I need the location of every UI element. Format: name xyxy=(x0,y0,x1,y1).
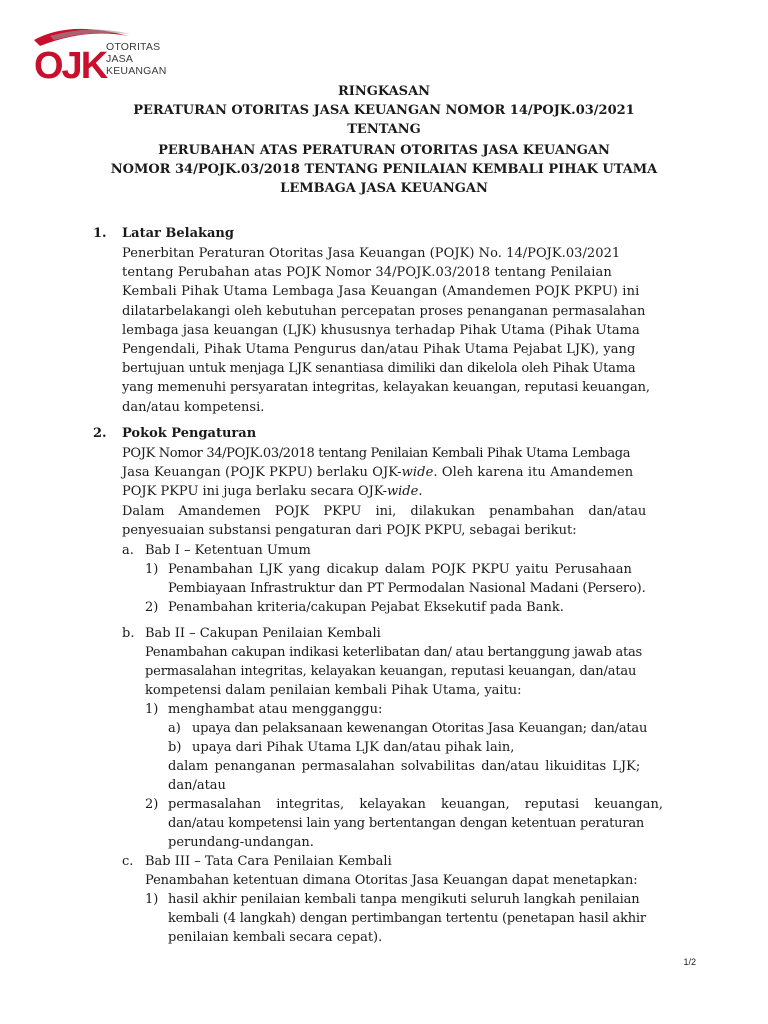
logo-line2: JASA xyxy=(106,53,134,65)
title-line: RINGKASAN xyxy=(337,84,431,99)
body-line: lembaga jasa keuangan (LJK) khususnya terhadap Pihak Utama (Pihak Utama xyxy=(122,322,640,338)
section-1-number: 1. xyxy=(93,226,107,241)
logo-line3: KEUANGAN xyxy=(106,65,167,77)
item-a-1-number: 1) xyxy=(145,562,159,577)
title-line: NOMOR 34/POJK.03/2018 TENTANG PENILAIAN KEMBALI PIHAK UTAMA xyxy=(110,162,658,177)
logo-line1: OTORITAS xyxy=(106,41,161,53)
item-a-label: a. xyxy=(122,543,134,558)
text-run: . Oleh karena itu Amandemen xyxy=(433,465,634,481)
body-line: dan/atau xyxy=(168,778,226,794)
body-line: permasalahan integritas, kelayakan keuangan, reputasi keuangan, xyxy=(168,797,663,812)
item-b-label: b. xyxy=(122,626,135,641)
item-a-2-number: 2) xyxy=(145,600,159,615)
title-line: PERUBAHAN ATAS PERATURAN OTORITAS JASA KEUANGAN xyxy=(158,143,610,158)
body-line: dilatarbelakangi oleh kebutuhan percepatan proses penanganan permasalahan xyxy=(122,303,646,319)
item-c-1-text xyxy=(168,890,692,948)
title-line: LEMBAGA JASA KEUANGAN xyxy=(280,181,488,196)
text-italic: wide xyxy=(387,484,419,500)
section-1-heading: Latar Belakang xyxy=(122,226,234,241)
section-2-heading: Pokok Pengaturan xyxy=(122,426,257,441)
body-line: Pembiayaan Infrastruktur dan PT Permodalan Nasional Madani (Persero). xyxy=(168,581,646,597)
item-b-2-number: 2) xyxy=(145,797,159,812)
item-b-1b-text: upaya dari Pihak Utama LJK dan/atau pihak lain, xyxy=(192,740,515,755)
item-b-1-number: 1) xyxy=(145,702,159,717)
body-line: Kembali Pihak Utama Lembaga Jasa Keuangan (Amandemen POJK PKPU) ini xyxy=(122,284,640,300)
item-b-1b-number: b) xyxy=(168,740,182,755)
item-a-title: Bab I – Ketentuan Umum xyxy=(145,543,311,558)
item-a-1-text xyxy=(168,560,692,598)
item-b-title: Bab II – Cakupan Penilaian Kembali xyxy=(145,626,381,641)
item-b-1a-text: upaya dan pelaksanaan kewenangan Otoritas Jasa Keuangan; dan/atau xyxy=(192,721,648,736)
body-line: dan/atau kompetensi. xyxy=(122,399,265,415)
body-line: perundang-undangan. xyxy=(168,835,314,851)
item-c-intro: Penambahan ketentuan dimana Otoritas Jasa Keuangan dapat menetapkan: xyxy=(145,873,638,888)
section-1-body xyxy=(122,244,692,417)
body-line: hasil akhir penilaian kembali tanpa mengikuti seluruh langkah penilaian xyxy=(168,892,640,907)
item-a-2-text: Penambahan kriteria/cakupan Pejabat Eksekutif pada Bank. xyxy=(168,600,564,615)
section-2-number: 2. xyxy=(93,426,107,441)
body-line: penilaian kembali secara cepat). xyxy=(168,930,383,946)
body-line: kembali (4 langkah) dengan pertimbangan tertentu (penetapan hasil akhir xyxy=(168,911,646,927)
item-b-intro xyxy=(145,643,692,701)
text-run: . xyxy=(418,484,423,500)
text-italic: wide xyxy=(401,465,434,481)
document-title xyxy=(0,82,768,198)
title-line: TENTANG xyxy=(347,122,421,137)
body-line xyxy=(122,482,692,501)
body-line: tentang Perubahan atas POJK Nomor 34/POJK.03/2018 tentang Penilaian xyxy=(122,265,612,281)
body-line: POJK Nomor 34/POJK.03/2018 tentang Penilaian Kembali Pihak Utama Lembaga xyxy=(122,446,631,461)
body-line: dalam penanganan permasalahan solvabilitas dan/atau likuiditas LJK; xyxy=(168,759,641,774)
body-line: Pengendali, Pihak Utama Pengurus dan/atau Pihak Utama Pejabat LJK), yang xyxy=(122,342,636,358)
item-c-title: Bab III – Tata Cara Penilaian Kembali xyxy=(145,854,392,869)
text-run: Jasa Keuangan (POJK PKPU) berlaku OJK- xyxy=(122,465,402,481)
section-2-intro xyxy=(122,444,692,540)
title-line: PERATURAN OTORITAS JASA KEUANGAN NOMOR 14/POJK.03/2021 xyxy=(133,103,635,118)
body-line: kompetensi dalam penilaian kembali Pihak Utama, yaitu: xyxy=(145,683,522,699)
body-line: Penerbitan Peraturan Otoritas Jasa Keuangan (POJK) No. 14/POJK.03/2021 xyxy=(122,246,621,261)
body-line: Dalam Amandemen POJK PKPU ini, dilakukan penambahan dan/atau xyxy=(122,503,647,519)
body-line: dan/atau kompetensi lain yang bertentangan dengan ketentuan peraturan xyxy=(168,816,645,832)
item-b-1a-number: a) xyxy=(168,721,181,736)
logo-wordmark xyxy=(106,41,167,77)
item-c-1-number: 1) xyxy=(145,892,159,907)
text-run: POJK PKPU ini juga berlaku secara OJK- xyxy=(122,484,387,500)
item-c-label: c. xyxy=(122,854,134,869)
body-line: Penambahan cakupan indikasi keterlibatan dan/ atau bertanggung jawab atas xyxy=(145,645,642,660)
page-number: 1/2 xyxy=(683,957,696,967)
body-line xyxy=(122,463,692,482)
item-b-1-text: menghambat atau mengganggu: xyxy=(168,702,383,717)
item-b-1-continuation xyxy=(168,757,692,795)
body-line: Penambahan LJK yang dicakup dalam POJK PKPU yaitu Perusahaan xyxy=(168,562,632,577)
body-line: bertujuan untuk menjaga LJK senantiasa dimiliki dan dikelola oleh Pihak Utama xyxy=(122,361,636,377)
item-b-2-text xyxy=(168,795,692,853)
body-line: permasalahan integritas, kelayakan keuangan, reputasi keuangan, dan/atau xyxy=(145,664,637,680)
body-line: penyesuaian substansi pengaturan dari POJK PKPU, sebagai berikut: xyxy=(122,522,577,538)
body-line: yang memenuhi persyaratan integritas, kelayakan keuangan, reputasi keuangan, xyxy=(122,380,650,396)
logo-mark: OJK xyxy=(34,45,107,82)
